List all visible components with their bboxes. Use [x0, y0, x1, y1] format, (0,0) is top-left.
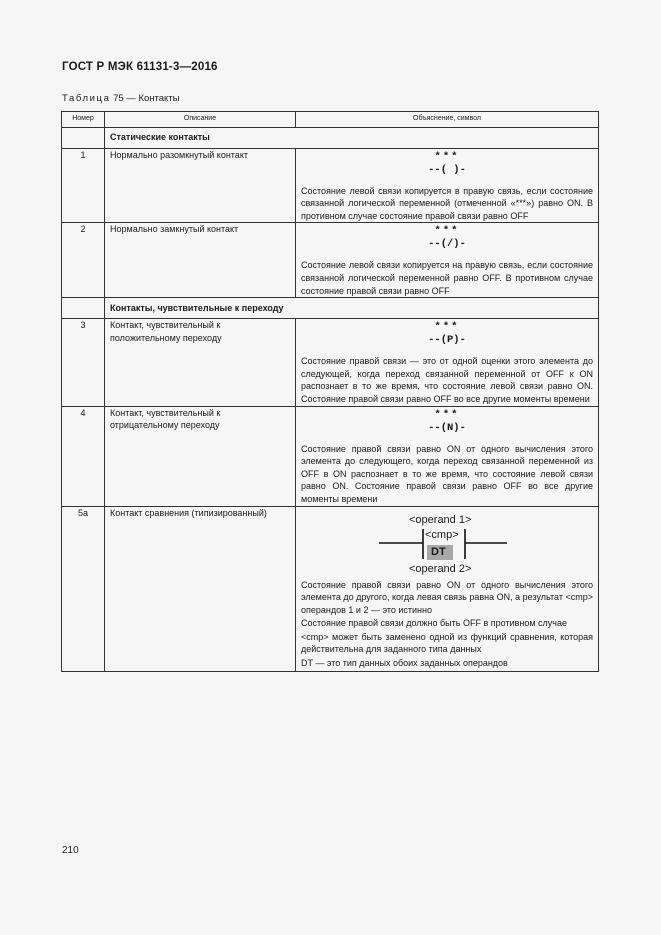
row-number: 3 [62, 319, 105, 406]
section-title: Контакты, чувствительные к переходу [105, 298, 599, 319]
cmp-label: <cmp> [425, 528, 459, 541]
row-number: 4 [62, 406, 105, 506]
row-description: Контакт, чувствительный к положительному переходу [105, 319, 296, 406]
explanation-paragraph: Состояние правой связи равно ON от одного вычисления этого элемента до другого, когда левая связь равна ON, а результат <cmp> операндов 1 и 2 — это истинно [301, 579, 593, 615]
explanation-paragraph: Состояние правой связи должно быть OFF в противном случае [301, 618, 567, 629]
symbol-variable: *** [434, 321, 460, 334]
symbol-graphic: --(P)- [428, 334, 466, 347]
explanation-paragraph: <cmp> может быть заменено одной из функций сравнения, которая действительна для заданного типа данных [301, 631, 593, 655]
table-row [62, 223, 599, 298]
table-caption [62, 93, 179, 104]
table-row [62, 148, 599, 223]
symbol-graphic: --( )- [428, 163, 466, 176]
table-header-row [62, 112, 599, 128]
operand2-label: <operand 2> [409, 562, 472, 575]
symbol-variable: *** [434, 225, 460, 238]
symbol-graphic: --(/)- [428, 238, 466, 251]
contact-symbol [301, 151, 593, 177]
row-explanation: Состояние правой связи равно ON от одного вычисления этого элемента до следующего, когда переход связанной переменной из OFF в ON распознает в то же время, что состояние левой связи равно ON. Состояние правой связи равно OFF во все другие моменты времени [301, 443, 593, 504]
symbol-graphic: --(N)- [428, 421, 466, 434]
row-description: Контакт сравнения (типизированный) [105, 506, 296, 671]
section-title: Статические контакты [105, 127, 599, 148]
section-row-transition [62, 298, 599, 319]
symbol-variable: *** [434, 408, 460, 421]
operand1-label: <operand 1> [409, 513, 472, 526]
contact-symbol [301, 225, 593, 251]
section-row-static [62, 127, 599, 148]
dt-label: DT [431, 545, 446, 558]
contact-symbol [301, 409, 593, 435]
col-header-num: Номер [62, 112, 105, 128]
row-number: 2 [62, 223, 105, 298]
table-row [62, 319, 599, 406]
row-number: 5a [62, 506, 105, 671]
row-number: 1 [62, 148, 105, 223]
contacts-table [61, 111, 599, 672]
row-description: Контакт, чувствительный к отрицательному переходу [105, 406, 296, 506]
caption-number: 75 [113, 93, 124, 104]
row-explanation: Состояние правой связи — это от одной оценки этого элемента до следующей, когда переход связанной переменной от OFF к ON распознает в то же время, что состояние левой связи равно ON. Состояние правой связи равно OFF во все другие моменты времени [301, 356, 593, 404]
explanation-paragraph: DT — это тип данных обоих заданных операндов [301, 658, 508, 669]
caption-title: — Контакты [123, 93, 180, 104]
row-explanation: Состояние левой связи копируется в правую связь, если состояние связанной логической переменной (отмеченной «***») равно ON. В противном случае состояние правой связи равно OFF [301, 185, 593, 221]
table-row [62, 406, 599, 506]
table-row [62, 506, 599, 671]
page-number: 210 [62, 845, 79, 856]
col-header-expl: Объяснение, символ [296, 112, 599, 128]
document-header: ГОСТ Р МЭК 61131-3—2016 [62, 61, 218, 73]
contact-symbol [301, 321, 593, 347]
row-explanation: Состояние левой связи копируется на правую связь, если состояние связанной логической переменной равно OFF. В противном случае состояние правой связи равно OFF [301, 260, 593, 296]
caption-label: Таблица [62, 93, 111, 104]
row-description: Нормально разомкнутый контакт [105, 148, 296, 223]
symbol-variable: *** [434, 150, 460, 163]
col-header-desc: Описание [105, 112, 296, 128]
comparison-contact-diagram [301, 507, 593, 579]
row-description: Нормально замкнутый контакт [105, 223, 296, 298]
